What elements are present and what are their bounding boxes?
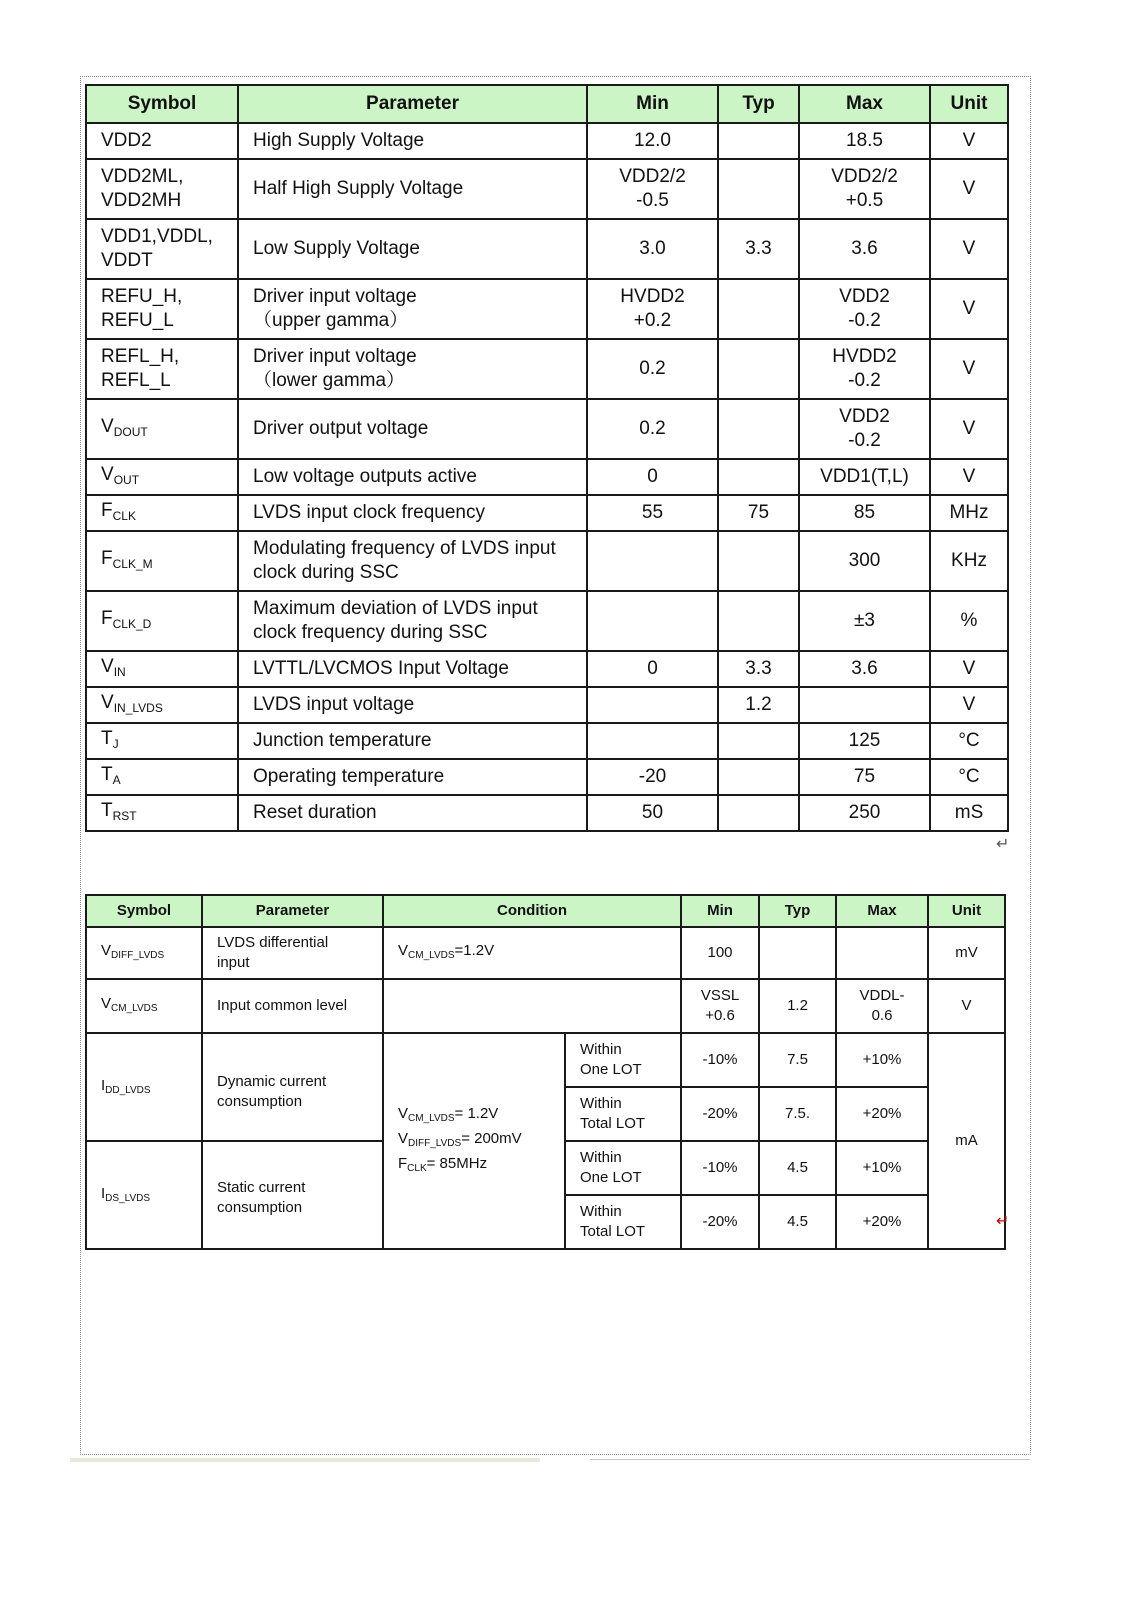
header-symbol: Symbol <box>86 895 202 927</box>
parameter-cell: LVDS differential input <box>202 927 383 979</box>
min-cell: -10% <box>681 1033 759 1087</box>
paragraph-mark: ↵ <box>996 1213 1010 1230</box>
min-cell: 0.2 <box>587 399 718 459</box>
max-cell: ±3 <box>799 591 930 651</box>
unit-cell: V <box>930 123 1008 159</box>
symbol-cell: $I_{DD\_LVDS}$ <box>86 1033 202 1141</box>
max-cell: 300 <box>799 531 930 591</box>
max-cell: 3.6 <box>799 219 930 279</box>
table-row <box>86 591 1008 651</box>
max-cell: VDD2/2 +0.5 <box>799 159 930 219</box>
min-cell <box>587 723 718 759</box>
typ-cell: 4.5 <box>759 1141 836 1195</box>
max-cell: 18.5 <box>799 123 930 159</box>
typ-cell <box>718 591 799 651</box>
max-cell <box>799 687 930 723</box>
unit-cell: V <box>930 651 1008 687</box>
max-cell: +10% <box>836 1033 928 1087</box>
unit-cell: V <box>930 459 1008 495</box>
header-symbol: Symbol <box>86 85 238 123</box>
symbol-cell: $V_{IN\_LVDS}$ <box>86 687 238 723</box>
table-header-row <box>86 85 1008 123</box>
header-typ: Typ <box>759 895 836 927</box>
condition-line: $V_{DIFF\_LVDS}= 200mV$ <box>398 1129 522 1149</box>
typ-cell: 3.3 <box>718 651 799 687</box>
table-row <box>86 651 1008 687</box>
typ-cell: 3.3 <box>718 219 799 279</box>
header-parameter: Parameter <box>238 85 587 123</box>
table-row <box>86 459 1008 495</box>
symbol-cell: VDD2ML, VDD2MH <box>86 159 238 219</box>
condition-cell: $V_{CM\_LVDS}=1.2V$ <box>383 927 681 979</box>
parameter-cell: Low Supply Voltage <box>238 219 587 279</box>
typ-cell <box>718 159 799 219</box>
symbol-cell: VDD1,VDDL, VDDT <box>86 219 238 279</box>
header-max: Max <box>836 895 928 927</box>
header-parameter: Parameter <box>202 895 383 927</box>
symbol-cell: $F_{CLK\_M}$ <box>86 531 238 591</box>
symbol-cell: $V_{OUT}$ <box>86 459 238 495</box>
max-cell: +20% <box>836 1195 928 1249</box>
parameter-cell: Half High Supply Voltage <box>238 159 587 219</box>
header-max: Max <box>799 85 930 123</box>
unit-cell: mS <box>930 795 1008 831</box>
condition-line: $F_{CLK}= 85MHz$ <box>398 1154 488 1174</box>
symbol-cell: $V_{IN}$ <box>86 651 238 687</box>
page-footer-strip <box>70 1458 1030 1462</box>
parameter-cell: Driver input voltage （upper gamma） <box>238 279 587 339</box>
shared-condition-cell <box>383 1033 565 1249</box>
unit-cell: MHz <box>930 495 1008 531</box>
symbol-cell: VDD2 <box>86 123 238 159</box>
parameter-cell: Maximum deviation of LVDS input clock frequency during SSC <box>238 591 587 651</box>
max-cell: VDD2 -0.2 <box>799 279 930 339</box>
typ-cell: 7.5. <box>759 1087 836 1141</box>
header-condition: Condition <box>383 895 681 927</box>
parameter-cell: Driver input voltage （lower gamma） <box>238 339 587 399</box>
typ-cell: 1.2 <box>759 979 836 1033</box>
parameter-cell: Driver output voltage <box>238 399 587 459</box>
min-cell: HVDD2 +0.2 <box>587 279 718 339</box>
parameter-cell: Operating temperature <box>238 759 587 795</box>
parameter-cell: LVDS input voltage <box>238 687 587 723</box>
min-cell: -20 <box>587 759 718 795</box>
typ-cell <box>718 795 799 831</box>
table-row <box>86 495 1008 531</box>
min-cell: 50 <box>587 795 718 831</box>
symbol-cell: $I_{DS\_LVDS}$ <box>86 1141 202 1249</box>
condition-cell <box>383 979 681 1033</box>
header-unit: Unit <box>930 85 1008 123</box>
max-cell: +20% <box>836 1087 928 1141</box>
unit-cell: °C <box>930 759 1008 795</box>
typ-cell <box>718 339 799 399</box>
parameter-cell: Modulating frequency of LVDS input clock during SSC <box>238 531 587 591</box>
unit-cell: mA <box>928 1033 1005 1249</box>
min-cell: 100 <box>681 927 759 979</box>
table-row <box>86 759 1008 795</box>
min-cell: 0 <box>587 651 718 687</box>
max-cell: HVDD2 -0.2 <box>799 339 930 399</box>
lot-cell: Within One LOT <box>565 1141 681 1195</box>
min-cell: 3.0 <box>587 219 718 279</box>
unit-cell: V <box>930 399 1008 459</box>
unit-cell: °C <box>930 723 1008 759</box>
lot-cell: Within Total LOT <box>565 1087 681 1141</box>
symbol-cell: $F_{CLK}$ <box>86 495 238 531</box>
min-cell: -20% <box>681 1087 759 1141</box>
unit-cell: V <box>930 219 1008 279</box>
unit-cell: KHz <box>930 531 1008 591</box>
max-cell: 85 <box>799 495 930 531</box>
typ-cell: 75 <box>718 495 799 531</box>
header-unit: Unit <box>928 895 1005 927</box>
table-row <box>86 159 1008 219</box>
typ-cell <box>718 123 799 159</box>
max-cell: 250 <box>799 795 930 831</box>
max-cell <box>836 927 928 979</box>
table-row <box>86 795 1008 831</box>
max-cell: VDD2 -0.2 <box>799 399 930 459</box>
header-min: Min <box>681 895 759 927</box>
footer-strip-left <box>70 1458 540 1462</box>
table-row <box>86 979 1005 1033</box>
lot-cell: Within One LOT <box>565 1033 681 1087</box>
condition-line: $V_{CM\_LVDS}= 1.2V$ <box>398 1104 499 1124</box>
min-cell: VSSL +0.6 <box>681 979 759 1033</box>
unit-cell: V <box>928 979 1005 1033</box>
parameter-cell: Static current consumption <box>202 1141 383 1249</box>
symbol-cell: $V_{DOUT}$ <box>86 399 238 459</box>
parameter-cell: Reset duration <box>238 795 587 831</box>
typ-cell <box>718 279 799 339</box>
symbol-cell: REFL_H, REFL_L <box>86 339 238 399</box>
max-cell: VDD1(T,L) <box>799 459 930 495</box>
symbol-cell: $T_{RST}$ <box>86 795 238 831</box>
unit-cell: V <box>930 687 1008 723</box>
symbol-cell: $T_A$ <box>86 759 238 795</box>
parameter-cell: Low voltage outputs active <box>238 459 587 495</box>
symbol-cell: $V_{CM\_LVDS}$ <box>86 979 202 1033</box>
symbol-cell: REFU_H, REFU_L <box>86 279 238 339</box>
table-row <box>86 723 1008 759</box>
table-header-row <box>86 895 1005 927</box>
typ-cell: 4.5 <box>759 1195 836 1249</box>
table-row <box>86 123 1008 159</box>
unit-cell: V <box>930 159 1008 219</box>
parameter-cell: High Supply Voltage <box>238 123 587 159</box>
min-cell: 0.2 <box>587 339 718 399</box>
symbol-cell: $T_J$ <box>86 723 238 759</box>
supply-characteristics-table <box>85 84 1009 832</box>
header-typ: Typ <box>718 85 799 123</box>
footer-strip-right <box>590 1459 1030 1460</box>
min-cell: -10% <box>681 1141 759 1195</box>
lvds-characteristics-table <box>85 894 1006 1250</box>
header-min: Min <box>587 85 718 123</box>
table-row <box>86 927 1005 979</box>
typ-cell: 1.2 <box>718 687 799 723</box>
max-cell: 75 <box>799 759 930 795</box>
table-row <box>86 1033 1005 1087</box>
min-cell <box>587 687 718 723</box>
table-row <box>86 399 1008 459</box>
max-cell: +10% <box>836 1141 928 1195</box>
symbol-cell: $V_{DIFF\_LVDS}$ <box>86 927 202 979</box>
parameter-cell: LVTTL/LVCMOS Input Voltage <box>238 651 587 687</box>
min-cell <box>587 591 718 651</box>
typ-cell <box>718 723 799 759</box>
min-cell: 55 <box>587 495 718 531</box>
unit-cell: mV <box>928 927 1005 979</box>
symbol-cell: $F_{CLK\_D}$ <box>86 591 238 651</box>
typ-cell <box>718 399 799 459</box>
max-cell: 3.6 <box>799 651 930 687</box>
unit-cell: V <box>930 279 1008 339</box>
min-cell: 12.0 <box>587 123 718 159</box>
parameter-cell: Input common level <box>202 979 383 1033</box>
typ-cell <box>718 531 799 591</box>
unit-cell: % <box>930 591 1008 651</box>
parameter-cell: LVDS input clock frequency <box>238 495 587 531</box>
parameter-cell: Dynamic current consumption <box>202 1033 383 1141</box>
min-cell: 0 <box>587 459 718 495</box>
table-row <box>86 219 1008 279</box>
table-row <box>86 687 1008 723</box>
table-row <box>86 279 1008 339</box>
table-row <box>86 339 1008 399</box>
unit-cell: V <box>930 339 1008 399</box>
paragraph-mark: ↵ <box>996 836 1010 853</box>
typ-cell <box>718 459 799 495</box>
max-cell: 125 <box>799 723 930 759</box>
table-row <box>86 531 1008 591</box>
typ-cell: 7.5 <box>759 1033 836 1087</box>
min-cell: VDD2/2 -0.5 <box>587 159 718 219</box>
lot-cell: Within Total LOT <box>565 1195 681 1249</box>
typ-cell <box>759 927 836 979</box>
max-cell: VDDL- 0.6 <box>836 979 928 1033</box>
typ-cell <box>718 759 799 795</box>
min-cell <box>587 531 718 591</box>
min-cell: -20% <box>681 1195 759 1249</box>
parameter-cell: Junction temperature <box>238 723 587 759</box>
